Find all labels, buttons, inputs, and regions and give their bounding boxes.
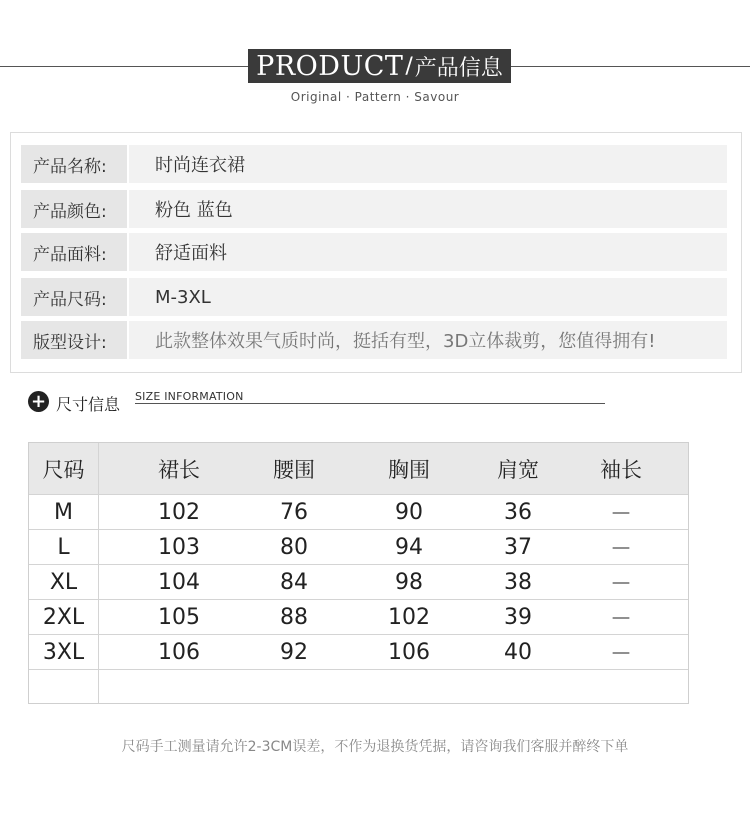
product-info-value: 粉色 蓝色 — [129, 190, 727, 228]
table-cell: 105 — [158, 604, 200, 630]
product-info-row-color — [21, 190, 727, 228]
table-cell: 37 — [504, 534, 532, 560]
table-cell: － — [609, 501, 632, 527]
header-cell-sleeve: 袖长 — [600, 457, 642, 482]
measurement-note: 尺码手工测量请允许2-3CM误差，不作为退换货凭据，请咨询我们客服并醉终下单 — [121, 739, 629, 755]
product-info-value: 时尚连衣裙 — [129, 145, 727, 183]
table-row — [29, 564, 688, 599]
table-row — [29, 634, 688, 669]
product-info-value: M-3XL — [129, 278, 727, 316]
size-table-header — [29, 443, 688, 494]
product-info-row-design — [21, 321, 727, 359]
table-cell: － — [609, 571, 632, 597]
header-cell-shoulder: 肩宽 — [497, 457, 539, 482]
page-title-zh: 产品信息 — [414, 55, 503, 81]
table-cell: 90 — [395, 499, 423, 525]
product-info-label: 产品尺码: — [21, 278, 127, 316]
table-cell: 94 — [395, 534, 423, 560]
table-cell: 92 — [280, 639, 308, 665]
header-cell-waist: 腰围 — [273, 457, 315, 482]
size-info-rule — [135, 403, 605, 404]
table-cell: 40 — [504, 639, 532, 665]
product-info-value: 此款整体效果气质时尚，挺括有型，3D立体裁剪，您值得拥有! — [129, 321, 727, 359]
table-cell: 88 — [280, 604, 308, 630]
table-cell: － — [609, 606, 632, 632]
header-rule-left — [0, 66, 248, 67]
page-title-en: PRODUCT — [256, 50, 404, 82]
product-info-label: 产品名称: — [21, 145, 127, 183]
product-info-row-size — [21, 278, 727, 316]
table-cell: 3XL — [42, 639, 85, 665]
table-cell: L — [57, 534, 70, 560]
table-cell: 84 — [280, 569, 308, 595]
page-subtitle: Original · Pattern · Savour — [290, 90, 460, 104]
size-info-title-en: SIZE INFORMATION — [135, 390, 244, 403]
table-cell: 103 — [158, 534, 200, 560]
table-cell: 98 — [395, 569, 423, 595]
table-cell: 80 — [280, 534, 308, 560]
table-cell: － — [609, 536, 632, 562]
table-cell: 36 — [504, 499, 532, 525]
size-info-title-zh: 尺寸信息 — [56, 395, 121, 414]
plus-circle-icon: + — [28, 391, 49, 412]
table-row — [29, 494, 688, 529]
table-cell: XL — [49, 569, 78, 595]
table-row-empty — [29, 669, 688, 704]
product-info-label: 产品面料: — [21, 233, 127, 271]
table-cell: 106 — [158, 639, 200, 665]
header-rule-right — [511, 66, 750, 67]
table-cell: 38 — [504, 569, 532, 595]
header-cell-length: 裙长 — [158, 457, 200, 482]
size-info-heading — [28, 386, 628, 416]
product-info-label: 版型设计: — [21, 321, 127, 359]
product-info-value: 舒适面料 — [129, 233, 727, 271]
product-info-row-name — [21, 145, 727, 183]
table-cell: M — [54, 499, 73, 525]
table-cell: 2XL — [42, 604, 85, 630]
table-cell: 102 — [158, 499, 200, 525]
header-cell-size: 尺码 — [42, 457, 85, 482]
table-cell: 104 — [158, 569, 200, 595]
table-cell: 102 — [388, 604, 430, 630]
size-table — [28, 442, 689, 704]
table-cell: 39 — [504, 604, 532, 630]
table-row — [29, 529, 688, 564]
table-cell: 106 — [388, 639, 430, 665]
size-table-divider — [98, 443, 99, 703]
table-row — [29, 599, 688, 634]
page-title-separator: / — [405, 53, 413, 79]
table-cell — [29, 670, 98, 704]
product-info-label: 产品颜色: — [21, 190, 127, 228]
page-title — [248, 49, 511, 83]
table-cell: － — [609, 641, 632, 667]
header-cell-bust: 胸围 — [388, 457, 430, 482]
product-info-row-fabric — [21, 233, 727, 271]
table-cell: 76 — [280, 499, 308, 525]
